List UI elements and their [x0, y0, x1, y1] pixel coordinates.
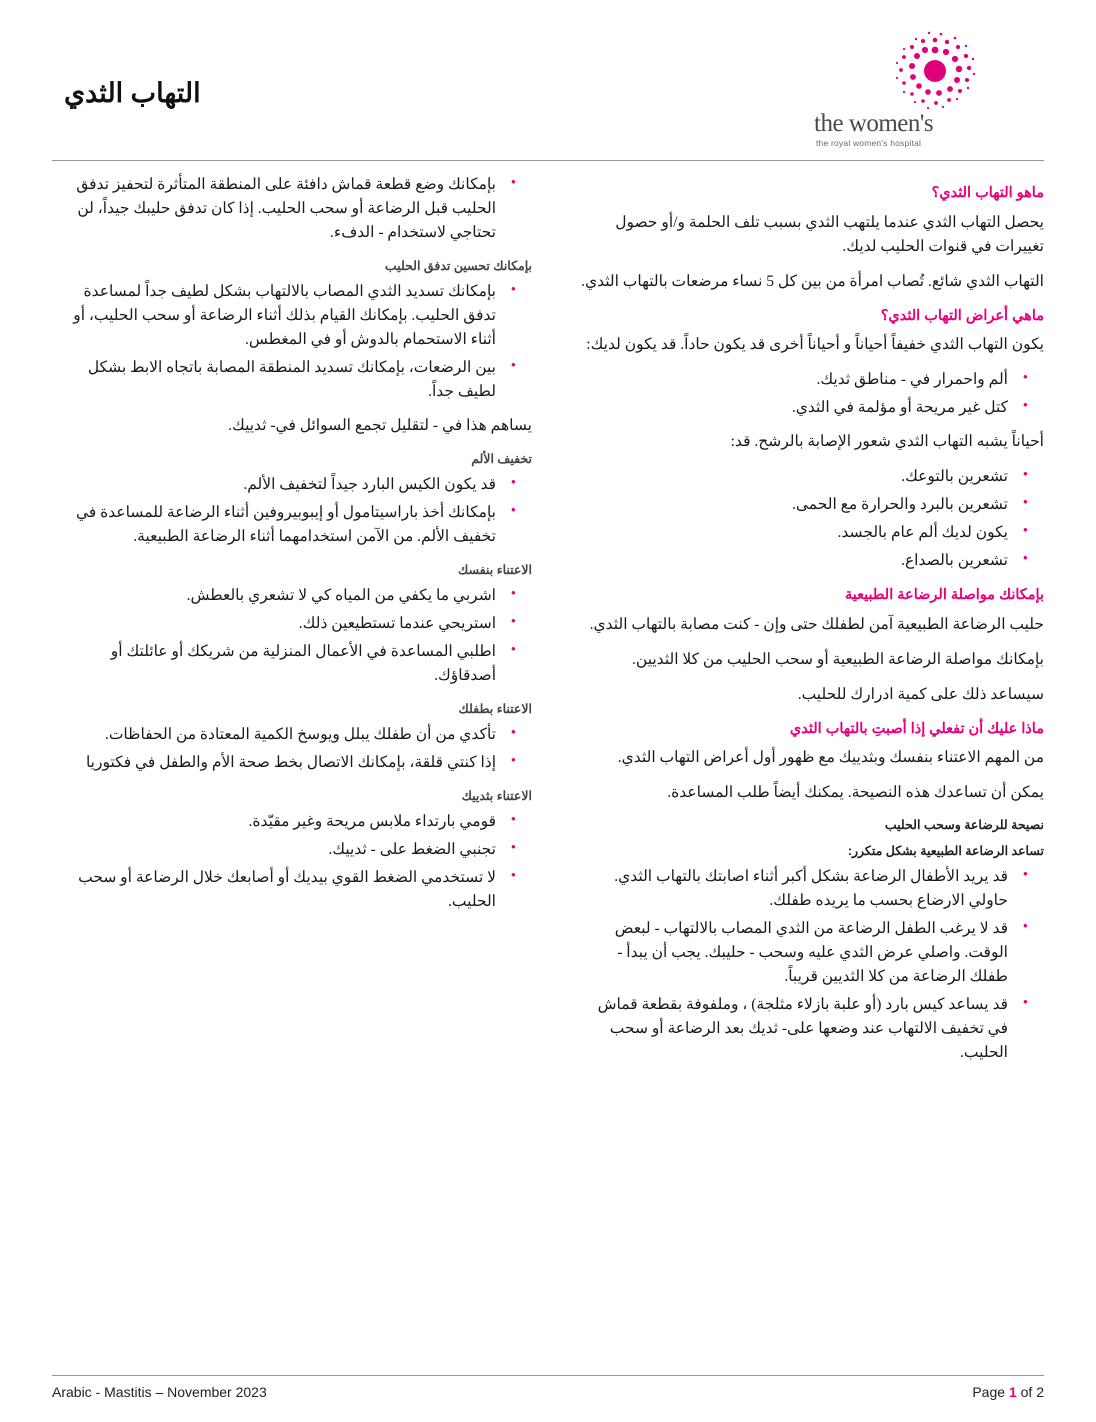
subsection-heading-improve-milk-flow: بإمكانك تحسين تدفق الحليب: [384, 259, 532, 274]
page-mid: of: [1016, 1384, 1037, 1400]
list-item: • اشربي ما يكفي من المياه كي لا تشعري بالعطش.: [64, 584, 510, 608]
list-item: • كتل غير مريحة أو مؤلمة في الثدي.: [576, 396, 1022, 420]
list-item: • ألم واحمرار في - مناطق ثديك.: [576, 368, 1022, 392]
list-item: • يكون لديك ألم عام بالجسد.: [576, 521, 1022, 545]
paragraph: يحصل التهاب الثدي عندما يلتهب الثدي بسبب تلف الحلمة و/أو حصول تغييرات في قنوات الحليب لديك.: [615, 213, 1044, 255]
paragraph: أحياناً يشبه التهاب الثدي شعور الإصابة بالرشح. قد:: [730, 433, 1044, 451]
list-item: • بإمكانك تسديد الثدي المصاب بالالتهاب بشكل لطيف جداً لمساعدة تدفق الحليب. بإمكانك القيام بذلك أثناء الرضاعة أو سحب الحليب، أو أثناء الاستحمام بالدوش أو في المغطس.: [64, 280, 510, 352]
document-header: [52, 26, 1044, 148]
paragraph: بإمكانك مواصلة الرضاعة الطبيعية أو سحب الحليب من كلا الثديين.: [632, 650, 1044, 668]
bullet-list: [576, 865, 1044, 1065]
list-item: • بإمكانك وضع قطعة قماش دافئة على المنطقة المتأثرة لتحفيز تدفق الحليب قبل الرضاعة أو سحب الحليب. إذا كان تدفق حليبك جيداً، لن تحتاجي لاستخدام - الدفء.: [64, 173, 510, 245]
paragraph: يمكن أن تساعدك هذه النصيحة. يمكنك أيضاً طلب المساعدة.: [667, 784, 1044, 802]
starburst-dots-logo-icon: [892, 28, 978, 114]
paragraph: يساهم هذا في - لتقليل تجمع السوائل في- ثدييك.: [228, 417, 532, 434]
page-current: 1: [1008, 1384, 1017, 1400]
list-item: • إذا كنتي قلقة، بإمكانك الاتصال بخط صحة الأم والطفل في فكتوريا: [64, 751, 510, 775]
logo-wordmark: the women's: [814, 110, 934, 137]
list-item: • اطلبي المساعدة في الأعمال المنزلية من شريكك أو عائلتك أو أصدقاؤك.: [64, 640, 510, 688]
bullet-list: [64, 723, 532, 775]
body-columns: [52, 171, 1044, 1075]
document-footer: [52, 1375, 1044, 1400]
footer-divider: [52, 1375, 1044, 1376]
logo-subtitle: the royal women's hospital: [816, 138, 922, 148]
bullet-list: [64, 584, 532, 688]
list-item: • قد لا يرغب الطفل الرضاعة من الثدي المصاب بالالتهاب - لبعض الوقت. واصلي عرض الثدي عليه وسحب - حليبك. يجب أن يبدأ - طفلك الرضاعة من كلا الثديين قريباً.: [576, 917, 1022, 989]
list-item: • قومي بارتداء ملابس مريحة وغير مقيّدة.: [64, 810, 510, 834]
list-item: • بإمكانك أخذ باراسيتامول أو إيبوبيروفين أثناء الرضاعة للمساعدة في تخفيف الألم. من الآمن استخدامهما أثناء الرضاعة الطبيعية.: [64, 501, 510, 549]
bullet-list: [64, 473, 532, 549]
list-item: • لا تستخدمي الضغط القوي بيديك أو أصابعك خلال الرضاعة أو سحب الحليب.: [64, 866, 510, 914]
list-item: • قد يساعد كيس بارد (أو علبة بازلاء مثلجة) ، وملفوفة بقطعة قماش في تخفيف الالتهاب عند وضعها على- ثديك بعد الرضاعة أو سحب الحليب.: [576, 993, 1022, 1065]
column-left: [64, 171, 532, 1075]
bullet-list: [64, 173, 532, 245]
list-item: • تأكدي من أن طفلك يبلل ويوسخ الكمية المعتادة من الحفاظات.: [64, 723, 510, 747]
bullet-list: [576, 368, 1044, 420]
page-title: التهاب الثدي: [64, 78, 201, 108]
hospital-logo: [814, 26, 1044, 148]
section-heading-continue-breastfeeding: بإمكانك مواصلة الرضاعة الطبيعية: [845, 587, 1044, 604]
paragraph: من المهم الاعتناء بنفسك وبثدييك مع ظهور أول أعراض التهاب الثدي.: [617, 749, 1044, 767]
page-total: 2: [1036, 1384, 1044, 1400]
list-item: • قد يريد الأطفال الرضاعة بشكل أكبر أثناء اصابتك بالتهاب الثدي. حاولي الارضاع بحسب ما يريده طفلك.: [576, 865, 1022, 913]
list-item: • قد يكون الكيس البارد جيداً لتخفيف الألم.: [64, 473, 510, 497]
list-item: • تجنبي الضغط على - ثدييك.: [64, 838, 510, 862]
list-item: • تشعرين بالصداع.: [576, 549, 1022, 573]
subsection-heading-pain-relief: تخفيف الألم: [471, 452, 532, 467]
section-heading-what-is-mastitis: ماهو التهاب الثدي؟: [931, 185, 1044, 201]
paragraph: يكون التهاب الثدي خفيفاً أحياناً و أحياناً أخرى قد يكون حاداً. قد يكون لديك:: [586, 336, 1044, 354]
bullet-list: [64, 810, 532, 914]
list-item: • بين الرضعات، بإمكانك تسديد المنطقة المصابة باتجاه الابط بشكل لطيف جداً.: [64, 356, 510, 404]
section-heading-what-to-do: ماذا عليك أن تفعلي إذا أصبتِ بالتهاب الثدي: [789, 720, 1044, 737]
page-prefix: Page: [972, 1384, 1009, 1400]
subsection-heading-care-for-baby: الاعتناء بطفلك: [458, 701, 532, 716]
header-divider: [52, 160, 1044, 161]
bullet-list: [576, 465, 1044, 573]
footer-page-number: [972, 1384, 1044, 1400]
subsection-heading-feeding-advice: نصيحة للرضاعة وسحب الحليب: [884, 817, 1044, 832]
list-item: • استريحي عندما تستطيعين ذلك.: [64, 612, 510, 636]
paragraph: التهاب الثدي شائع. تُصاب امرأة من بين كل 5 نساء مرضعات بالتهاب الثدي.: [581, 272, 1044, 290]
subsection-heading-care-for-yourself: الاعتناء بنفسك: [457, 562, 532, 577]
footer-document-id: Arabic - Mastitis – November 2023: [52, 1384, 267, 1400]
subsection-heading-care-for-breasts: الاعتناء بثدييك: [461, 788, 532, 803]
paragraph: سيساعد ذلك على كمية ادرارك للحليب.: [797, 685, 1044, 703]
list-item: • تشعرين بالتوعك.: [576, 465, 1022, 489]
bullet-list: [64, 280, 532, 404]
list-item: • تشعرين بالبرد والحرارة مع الحمى.: [576, 493, 1022, 517]
section-heading-symptoms: ماهي أعراض التهاب الثدي؟: [880, 307, 1044, 324]
paragraph: حليب الرضاعة الطبيعية آمن لطفلك حتى وإن - كنت مصابة بالتهاب الثدي.: [589, 615, 1044, 633]
subsection-heading-frequent-feeding: تساعد الرضاعة الطبيعية بشكل متكرر:: [847, 844, 1044, 859]
column-right: [576, 171, 1044, 1075]
